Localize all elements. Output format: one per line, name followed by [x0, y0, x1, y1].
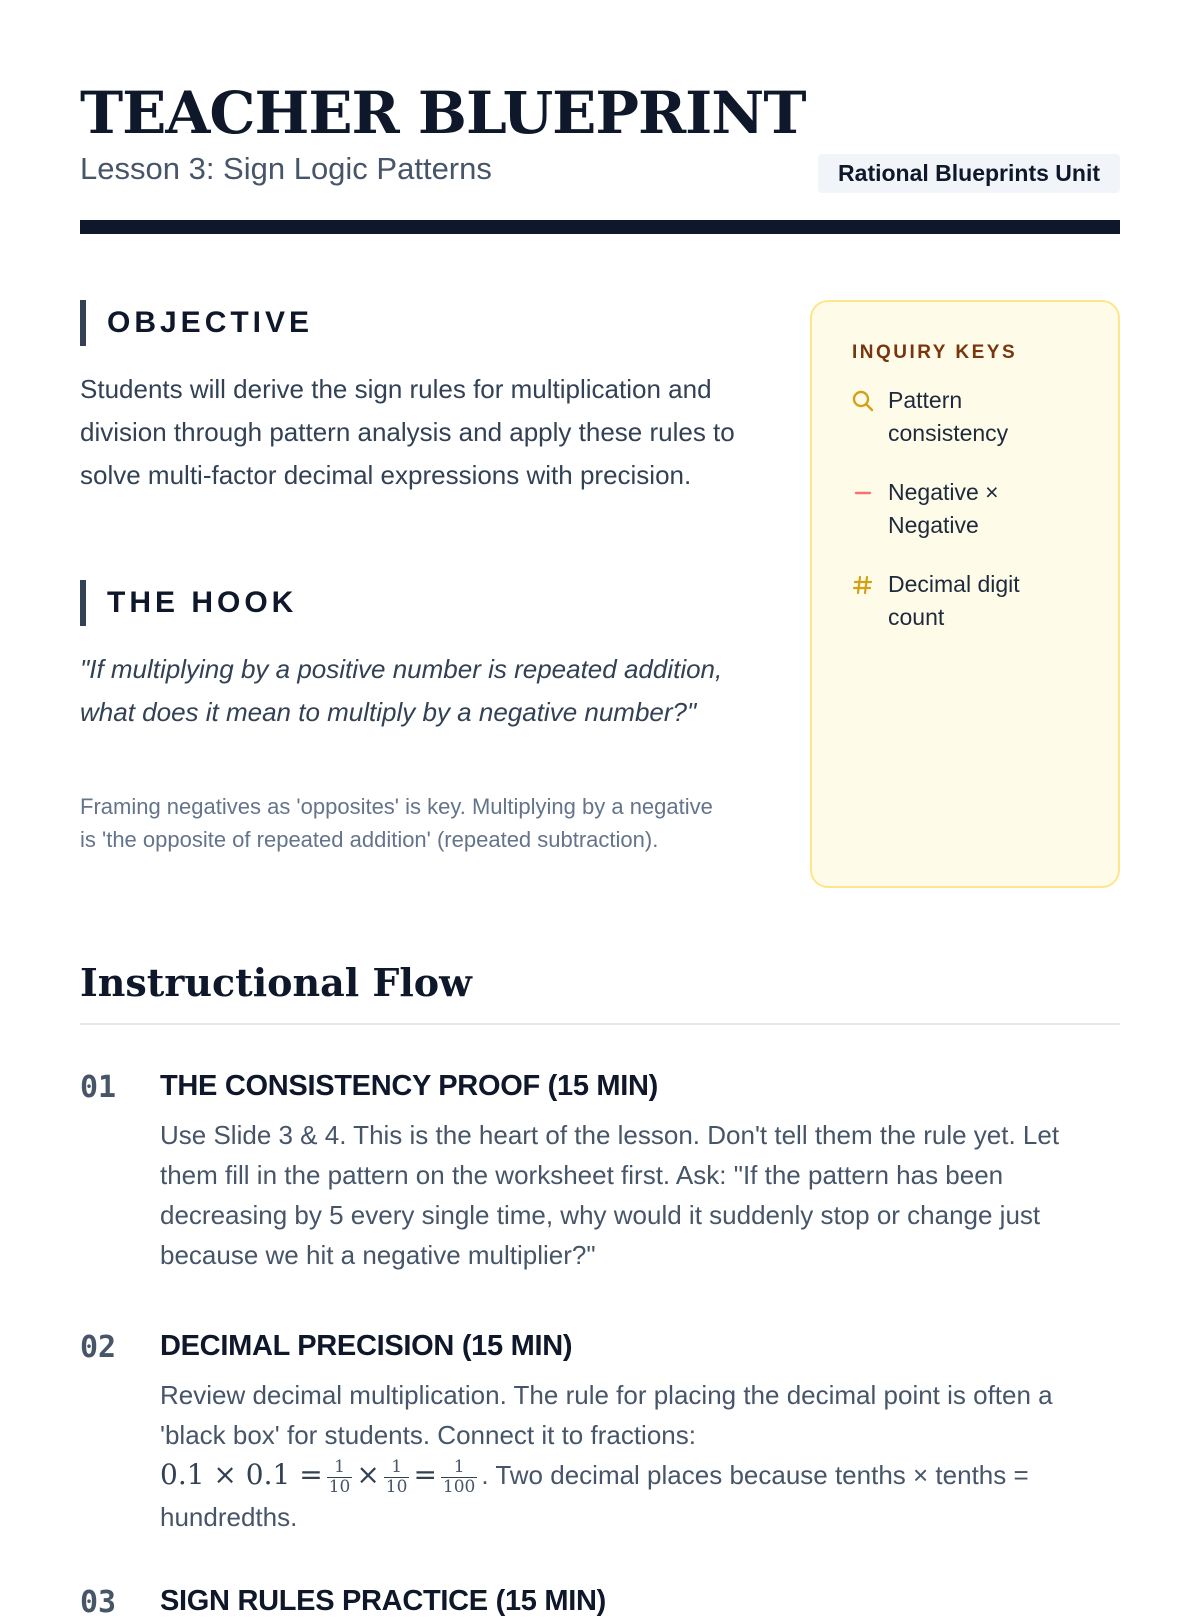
inquiry-key-item — [852, 384, 1078, 450]
lesson-subtitle: Lesson 3: Sign Logic Patterns — [80, 151, 492, 186]
step-body-intro: Review decimal multiplication. The rule for placing the decimal point is often a 'black box' for students. Connect it to fractions: — [160, 1380, 1053, 1450]
inquiry-key-label: Decimal digit count — [888, 571, 1020, 630]
hook-note: Framing negatives as 'opposites' is key. Multiplying by a negative is 'the opposite of repeated addition' (repeated subtraction). — [80, 794, 713, 852]
step-title: SIGN RULES PRACTICE (15 MIN) — [160, 1585, 606, 1617]
fraction-denominator: 100 — [442, 1476, 476, 1497]
inquiry-key-item — [852, 568, 1078, 634]
math-equals: = — [413, 1458, 437, 1491]
step-body — [160, 1375, 1120, 1537]
inquiry-key-item — [852, 476, 1078, 542]
inquiry-key-label: Pattern consistency — [888, 387, 1009, 446]
objective-heading-label: OBJECTIVE — [107, 306, 314, 339]
flow-divider — [80, 1023, 1120, 1025]
step-number: 02 — [80, 1330, 117, 1365]
objective-text: Students will derive the sign rules for multiplication and division through pattern analysis and apply these rules to solve multi-factor decimal expressions with precision. — [80, 374, 735, 490]
inquiry-key-label: Negative × Negative — [888, 479, 999, 538]
hook-heading-label: THE HOOK — [107, 586, 298, 619]
page-title: TEACHER BLUEPRINT — [80, 79, 806, 147]
step-number: 03 — [80, 1585, 117, 1620]
step-title: THE CONSISTENCY PROOF (15 MIN) — [160, 1070, 659, 1102]
fraction-denominator: 10 — [385, 1476, 408, 1497]
fraction-denominator: 10 — [328, 1476, 351, 1497]
fraction-numerator: 1 — [441, 1458, 477, 1478]
instructional-flow-title: Instructional Flow — [80, 960, 472, 1005]
step-number: 01 — [80, 1070, 117, 1105]
fraction-numerator: 1 — [327, 1458, 353, 1478]
fraction — [441, 1458, 477, 1497]
hook-quote: "If multiplying by a positive number is repeated addition, what does it mean to multiply by a negative number?" — [80, 654, 723, 727]
fraction — [327, 1458, 353, 1497]
section-accent-bar — [80, 300, 86, 346]
math-expression-lhs: 0.1 × 0.1 = — [160, 1458, 323, 1491]
fraction — [384, 1458, 410, 1497]
unit-badge: Rational Blueprints Unit — [818, 154, 1120, 193]
step-body: Use Slide 3 & 4. This is the heart of the lesson. Don't tell them the rule yet. Let them fill in the pattern on the worksheet first. Ask: "If the pattern has been decreasing by 5 every single time, why would it suddenly stop or change just because we hit a negative multiplier?" — [160, 1120, 1060, 1270]
blueprint-page — [80, 0, 1120, 1620]
inquiry-keys-title: INQUIRY KEYS — [852, 342, 1018, 363]
hook-heading — [80, 580, 297, 626]
fraction-numerator: 1 — [384, 1458, 410, 1478]
step-body-outro: . Two decimal places because tenths × tenths = hundredths. — [160, 1460, 1029, 1532]
hash-icon — [852, 568, 874, 602]
objective-heading — [80, 300, 313, 346]
minus-icon — [852, 476, 874, 510]
step-title: DECIMAL PRECISION (15 MIN) — [160, 1330, 573, 1362]
section-accent-bar — [80, 580, 86, 626]
search-icon — [852, 384, 874, 418]
header-divider — [80, 220, 1120, 234]
math-times: × — [356, 1458, 380, 1491]
inquiry-keys-card — [810, 300, 1120, 888]
